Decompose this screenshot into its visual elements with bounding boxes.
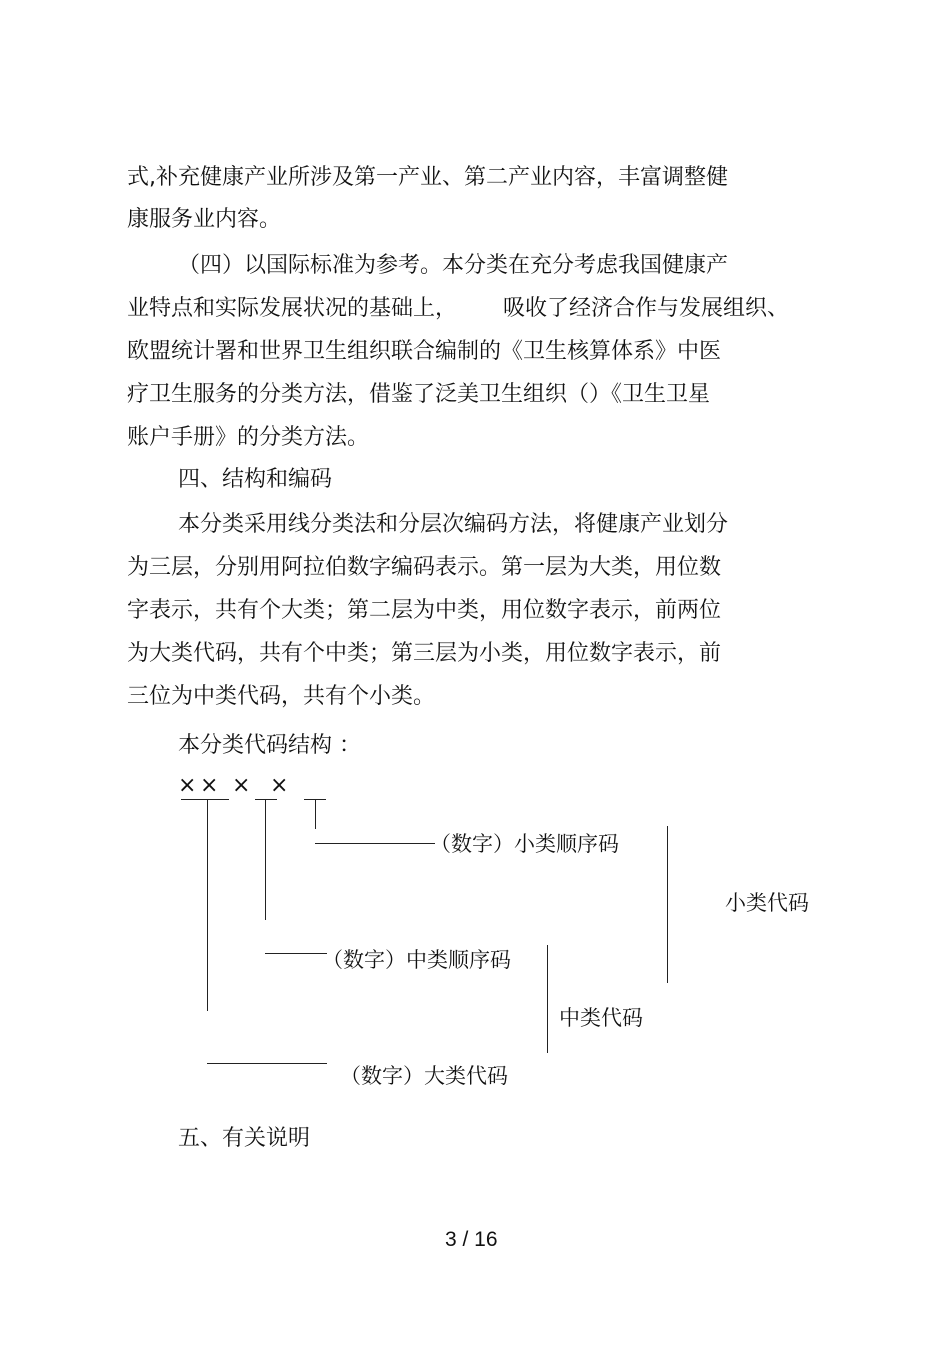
mid-code-bar	[255, 799, 277, 800]
x-mark: ×	[200, 773, 219, 798]
small-code-bracket	[667, 826, 668, 983]
small-code-stem	[315, 799, 316, 829]
big-code-connector	[207, 1063, 327, 1064]
section-heading: 四、结构和编码	[178, 467, 333, 492]
x-mark: ×	[232, 773, 251, 798]
small-seq-connector	[315, 843, 435, 844]
page-number: 3 / 16	[445, 1228, 498, 1251]
paragraph-line: 字表示，共有个大类；第二层为中类，用位数字表示，前两位	[127, 598, 722, 623]
paragraph-line: 欧盟统计署和世界卫生组织联合编制的《卫生核算体系》中医	[127, 339, 722, 364]
big-code-stem	[207, 799, 208, 1011]
paragraph-line: 式,补充健康产业所涉及第一产业、第二产业内容，丰富调整健	[127, 165, 728, 190]
x-mark: ×	[270, 773, 289, 798]
paragraph-line: 为大类代码，共有个中类；第三层为小类，用位数字表示，前	[127, 641, 722, 666]
paragraph-line: 账户手册》的分类方法。	[127, 425, 370, 450]
mid-code-bracket	[547, 945, 548, 1053]
small-seq-label: （数字）小类顺序码	[430, 832, 619, 856]
paragraph-line: （四）以国际标准为参考。本分类在充分考虑我国健康产	[178, 253, 729, 278]
big-code-label: （数字）大类代码	[340, 1064, 508, 1088]
paragraph-line: 为三层，分别用阿拉伯数字编码表示。第一层为大类，用位数	[127, 555, 722, 580]
small-code-label: 小类代码	[725, 891, 809, 915]
mid-code-stem	[265, 799, 266, 920]
paragraph-line: 疗卫生服务的分类方法，借鉴了泛美卫生组织（）《卫生卫星	[127, 382, 711, 407]
mid-code-label: 中类代码	[559, 1006, 643, 1030]
section-heading: 五、有关说明	[178, 1126, 311, 1151]
paragraph-line: 康服务业内容。	[127, 207, 282, 232]
x-mark: ×	[178, 773, 197, 798]
paragraph-line: 业特点和实际发展状况的基础上，	[127, 296, 458, 321]
mid-seq-label: （数字）中类顺序码	[322, 948, 511, 972]
diagram-caption: 本分类代码结构 ：	[178, 733, 361, 758]
paragraph-line: 本分类采用线分类法和分层次编码方法，将健康产业划分	[178, 512, 729, 537]
paragraph-line: 吸收了经济合作与发展组织、	[503, 296, 790, 321]
paragraph-line: 三位为中类代码，共有个小类。	[127, 684, 436, 709]
big-code-bar	[181, 799, 229, 800]
mid-seq-connector	[265, 953, 327, 954]
